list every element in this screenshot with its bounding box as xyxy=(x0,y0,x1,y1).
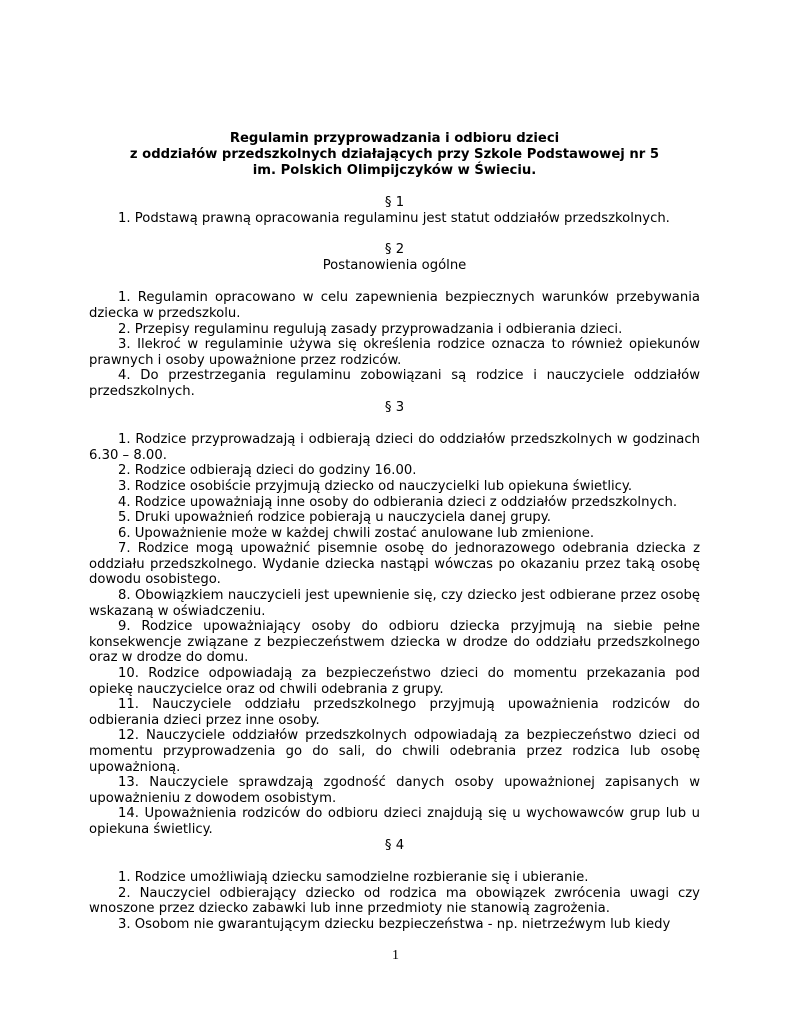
section-4-item: 2. Nauczyciel odbierający dziecko od rodzica ma obowiązek zwrócenia uwagi czy wnoszone przez dziecko zabawki lub inne przedmioty nie stanowią zagrożenia. xyxy=(89,885,700,917)
document-title-line-3: im. Polskich Olimpijczyków w Świeciu. xyxy=(252,163,537,178)
document-title-line-2: z oddziałów przedszkolnych działających przy Szkole Podstawowej nr 5 xyxy=(129,147,660,162)
section-3-item: 4. Rodzice upoważniają inne osoby do odbierania dzieci z oddziałów przedszkolnych. xyxy=(118,494,678,510)
section-3-item: 14. Upoważnienia rodziców do odbioru dzieci znajdują się u wychowawców grup lub u opiekuna świetlicy. xyxy=(89,806,700,837)
section-2-subtitle: Postanowienia ogólne xyxy=(322,257,467,273)
section-2-item: 4. Do przestrzegania regulaminu zobowiązani są rodzice i nauczyciele oddziałów przedszkolnych. xyxy=(89,368,700,399)
section-3-item: 9. Rodzice upoważniający osoby do odbioru dziecka przyjmują na siebie pełne konsekwencje związane z bezpieczeństwem dziecka w drodze do oddziału przedszkolnego oraz w drodze do domu. xyxy=(89,619,700,666)
section-3-item: 5. Druki upoważnień rodzice pobierają u nauczyciela danej grupy. xyxy=(118,510,551,526)
page-number: 1 xyxy=(392,948,399,963)
section-4-heading: § 4 xyxy=(384,837,405,853)
section-2-item: 1. Regulamin opracowano w celu zapewnienia bezpiecznych warunków przebywania dziecka w przedszkolu. xyxy=(89,290,700,321)
section-4-item: 3. Osobom nie gwarantującym dziecku bezpieczeństwa - np. nietrzeźwym lub kiedy xyxy=(118,916,671,932)
section-1-heading: § 1 xyxy=(384,195,405,210)
section-3-item: 6. Upoważnienie może w każdej chwili zostać anulowane lub zmienione. xyxy=(118,525,595,541)
section-2-item: 2. Przepisy regulaminu regulują zasady przyprowadzania i odbierania dzieci. xyxy=(118,321,623,337)
section-2-heading: § 2 xyxy=(384,242,405,258)
section-3-item: 2. Rodzice odbierają dzieci do godziny 16.00. xyxy=(118,463,417,479)
section-3-item: 12. Nauczyciele oddziałów przedszkolnych odpowiadają za bezpieczeństwo dzieci od momentu przyprowadzenia go do sali, do chwili odebrania przez rodzica lub osobę upoważnioną. xyxy=(89,728,700,775)
section-3-item: 1. Rodzice przyprowadzają i odbierają dzieci do oddziałów przedszkolnych w godzinach 6.30 – 8.00. xyxy=(89,432,700,463)
section-3-item: 7. Rodzice mogą upoważnić pisemnie osobę do jednorazowego odebrania dziecka z oddziału przedszkolnego. Wydanie dziecka nastąpi wówczas po okazaniu przez taką osobę dowodu osobistego. xyxy=(89,541,700,588)
section-3-item: 10. Rodzice odpowiadają za bezpieczeństwo dzieci do momentu przekazania pod opiekę nauczycielce oraz od chwili odebrania z grupy. xyxy=(89,666,700,697)
document-content xyxy=(89,131,700,933)
section-3-item: 11. Nauczyciele oddziału przedszkolnego przyjmują upoważnienia rodziców do odbierania dzieci przez inne osoby. xyxy=(89,697,700,728)
section-1-item: 1. Podstawą prawną opracowania regulaminu jest statut oddziałów przedszkolnych. xyxy=(118,210,670,226)
section-3-heading: § 3 xyxy=(384,399,405,415)
section-3-item: 3. Rodzice osobiście przyjmują dziecko od nauczycielki lub opiekuna świetlicy. xyxy=(118,478,633,494)
section-4-item: 1. Rodzice umożliwiają dziecku samodzielne rozbieranie się i ubieranie. xyxy=(118,870,589,886)
section-3-item: 8. Obowiązkiem nauczycieli jest upewnienie się, czy dziecko jest odbierane przez osobę wskazaną w oświadczeniu. xyxy=(89,588,700,619)
document-title-line-1: Regulamin przyprowadzania i odbioru dzieci xyxy=(229,131,560,146)
section-3-item: 13. Nauczyciele sprawdzają zgodność danych osoby upoważnionej zapisanych w upoważnieniu z dowodem osobistym. xyxy=(89,775,700,806)
section-2-item: 3. Ilekroć w regulaminie używa się określenia rodzice oznacza to również opiekunów prawnych i osoby upoważnione przez rodziców. xyxy=(89,337,700,368)
